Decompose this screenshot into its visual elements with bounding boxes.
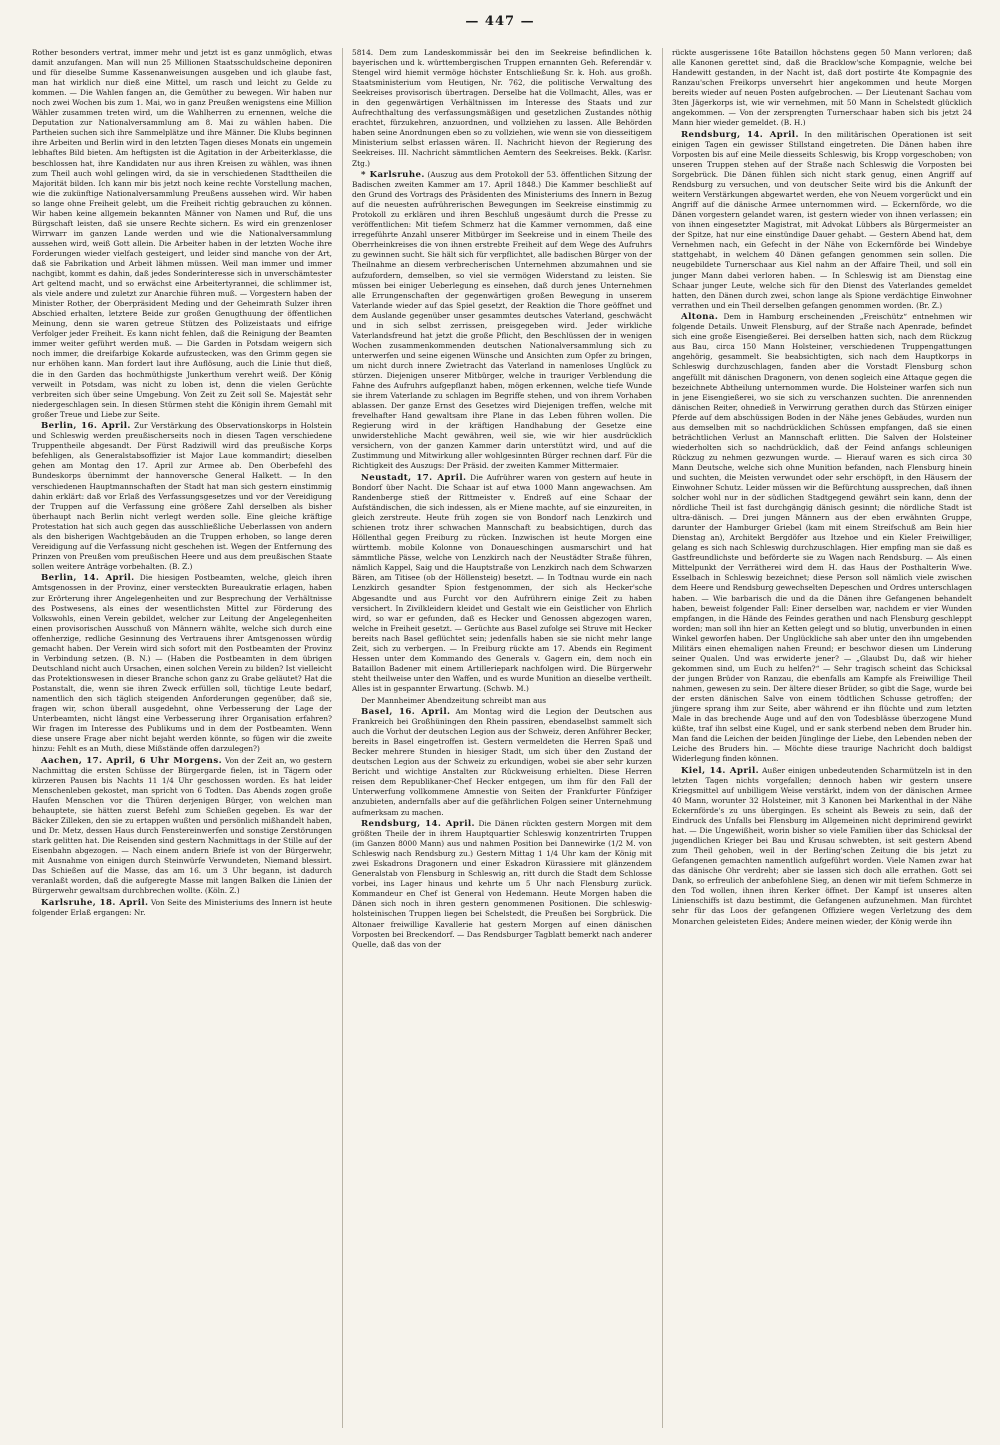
column-1	[32, 48, 332, 1428]
dateline: Aachen, 17. April, 6 Uhr Morgens.	[41, 755, 222, 766]
article-paragraph	[32, 573, 332, 754]
article-text: Rother besonders vertrat, immer mehr und jetzt ist es ganz unmöglich, etwas damit anzufangen. Man will nun 25 Millionen Staatsschuldscheine deponiren und für dieselbe Summe Kassenanweisungen ausgeben und ich glaube fast, man hat wirklich nur dieß eine Mittel, um rasch und leicht zu Gelde zu kommen. — Die Wahlen fangen an, die Gemüther zu bewegen. Wir haben nur noch zwei Wochen bis zum 1. Mai, wo in ganz Preußen wenigstens eine Million Wähler zusammen treten wird, um die Wahlherren zu ernennen, welche die Deputation zur Nationalversammlung am 8. Mai zu wählen haben. Die Partheien suchen sich ihre Sammelplätze und ihre Männer. Die Klubs beginnen ihre Arbeiten und Berlin wird in den letzten Tagen dieses Monats ein ungemein lebhaftes Bild bieten. Am heftigsten ist die Agitation in der Arbeiterklasse, die beschlossen hat, ihre Kandidaten nur aus ihren Kreisen zu wählen, was ihnen zum Theil auch wohl gelingen wird, da sie in verschiedenen Stadttheilen die Majorität bilden. Ich kann mir bis jetzt noch keine rechte Vorstellung machen, wie die zukünftige Nationalversammlung Preußens aussehen wird. Wir haben so lange ohne Freiheit gelebt, um die Freiheit richtig gebrauchen zu können. Wir haben keine allgemein bekannten Männer von Namen und Ruf, die uns Bürgschaft leisten, daß sie unsere Rechte sichern. Es wird ein grenzenloser Wirrwarr im ganzen Lande werden und wie die Nationalversammlung aussehen wird, weiß Gott allein. Die Arbeiter haben in der letzten Woche ihre Forderungen wieder vielfach gesteigert, und leider sind manche von der Art, daß sie Fabrikation und Arbeit lähmen müssen. Weil man immer und immer nachgibt, kommt es dahin, daß jedes Sonderinteresse sich in unverschämtester Art geltend macht, und so erwächst eine Arbeitertyrannei, die schlimmer ist, als viele andere und zuletzt zur Anarchie führen muß. — Vorgestern haben der Minister Rother, der Oberpräsident Meding und der Geheimrath Sulzer ihren Abschied erhalten, letztere Beide zur großen Genugthuung der öffentlichen Meinung, denn sie waren getreue Stützen des Polizeistaats und eifrige Verfolger jeder Freiheit. Es kann nicht fehlen, daß die Reinigung der Beamten immer weiter geführt werden muß. — Die Garden in Potsdam weigern sich noch immer, die dreifarbige Kokarde aufzustecken, was den Grimm gegen sie nur erhöhen kann. Man fordert laut ihre Auflösung, auch die Linie thut dieß, die in den Garden das hochmüthigste Junkerthum verehrt weiß. Der König verweilt in Potsdam, was nicht zu loben ist, denn die vielen Gerüchte verbreiten sich über seine Umgebung. Von Zeit zu Zeit soll Se. Majestät sehr niedergeschlagen sein. In diesen Stürmen steht die Königin ihrem Gemahl mit großer Treue und Liebe zur Seite.	[32, 48, 332, 419]
article-paragraph	[352, 473, 652, 694]
article-text: Zur Verstärkung des Observationskorps in Holstein und Schleswig werden preußischerseits noch in diesen Tagen verschiedene Truppentheile abgesandt. Der Fürst Radziwill wird das preußische Korps befehligen, als Generalstabsoffizier ist Major Laue kommandirt; dieselben gehen am Montag den 17. April zur Armee ab. Den Oberbefehl des Bundeskorps übernimmt der hannoversche General Halkett. — In den verschiedenen Hauptmannschaften der Stadt hat man sich gestern einstimmig dahin erklärt: daß vor Erlaß des Verfassungsgesetzes und vor der Vereidigung der Truppen auf die Verfassung eine größere Zahl derselben als bisher überhaupt nach Berlin nicht verlegt werden solle. Eine gleiche kräftige Protestation hat sich auch gegen das ausschließliche Ueberlassen von andern als den bisherigen Wachtgebäuden an die Truppen erhoben, so lange deren Vereidigung auf die Verfassung nicht geschehen ist. Wegen der Entfernung des Prinzen von Preußen vom preußischen Heere und aus dem preußischen Staate sollen weitere Anträge vorbehalten. (B. Z.)	[32, 421, 332, 571]
article-text: Dem in Hamburg erscheinenden „Freischütz“ entnehmen wir folgende Details. Unweit Flensburg, auf der Straße nach Apenrade, befindet sich eine große Eisengießerei. Bei derselben hatten sich, nach dem Rückzug aus Bau, circa 150 Mann Holsteiner, verschiedenen Truppengattungen angehörig, gesammelt. Sie beabsichtigten, sich nach dem Hauptkorps in Schleswig durchzuschlagen, fanden aber die Vorstadt Flensburg schon angefüllt mit dänischen Dragonern, von denen sogleich eine Attaque gegen die bezeichnete Abtheilung unternommen wurde. Die Holsteiner warfen sich nun in jene Eisengießerei, wo sie sich zu verschanzen suchten. Die anrennenden dänischen Reiter, ohnedieß in Verwirrung gerathen durch das Stürzen einiger Pferde auf dem abschüssigen Boden in der Nähe jenes Gebäudes, wurden nun aus demselben mit so nachdrücklichen Schüssen empfangen, daß sie einen beträchtlichen Verlust an Mannschaft erlitten. Die Salven der Holsteiner wiederholten sich so nachdrücklich, daß der Feind anfangs schleunigen Rückzug zu nehmen gezwungen wurde. — Hierauf waren es sich circa 30 Mann Deutsche, welche sich ohne Munition befanden, nach Flensburg hinein und suchten, die Meisten verwundet oder sehr erschöpft, in den Häusern der Einwohner Schutz. Leider müssen wir die Befürchtung aussprechen, daß ihnen solcher wohl nur in der südlichen Stadtgegend gewährt sein kann, denn der nördliche Theil ist fast durchgängig dänisch gesinnt; die nördliche Stadt ist ultra-dänisch. — Drei jungen Männern aus der eben erwähnten Gruppe, darunter der Hamburger Griebel (kam mit einem Streifschuß am Bein hier Dienstag an), Architekt Bergdöfer aus Itzehoe und ein Kieler Freiwilliger, gelang es sich nach Schleswig durchzuschlagen. Hier empfing man sie daß es Gastfreundlichste und beförderte sie zu Wagen nach Rendsburg. — Als einen Mittelpunkt der Verrätherei wird dem H. das Haus der Posthalterin Wwe. Esselbach in Schleswig bezeichnet; diese Person soll nämlich viele zwischen dem Heere und Rendsburg gewechselten Depeschen und Ordres unterschlagen haben. — Wie barbarisch die und da die Dänen ihre Gefangenen behandelt haben, beweist folgender Fall: Einer derselben war, nachdem er vier Wunden empfangen, in die Hände des Feindes gerathen und nach Flensburg geschleppt worden; man soll ihn hier an Ketten gelegt und so blutig, unverbunden in einen Winkel geworfen haben. Der Unglückliche sah aber unter den ihn umgebenden Militärs einen ehemaligen nahen Freund; er beschwor diesen um Linderung seiner Qualen. Und was erwiderte jener? — „Glaubst Du, daß wir hieher gekommen sind, um Euch zu helfen?“ — Sehr tragisch scheint das Schicksal der jungen Brüder von Ranzau, die ebenfalls am Kampfe als Freiwillige Theil nahmen, gewesen zu sein. Der ältere dieser Brüder, so gibt die Sage, wurde bei der ersten dänischen Salve von einem tödtlichen Schusse getroffen; der jüngere sprang ihm zur Seite, aber während er ihn flüchte und zum letzten Male in das brechende Auge und auf den von Todesblässe überzogene Mund küßte, traf ihn selbst eine Kugel, und er sank sterbend neben dem Bruder hin. Man fand die Leichen der beiden Jünglinge der Liebe, den Lebenden neben der Leiche des Bruders hin. — Möchte diese traurige Nachricht doch baldigst Widerlegung finden können.	[672, 312, 972, 764]
columns	[32, 48, 972, 1428]
article-text: Die hiesigen Postbeamten, welche, gleich ihren Amtsgenossen in der Provinz, einer versteckten Bureaukratie erlagen, haben zur Erörterung ihrer Angelegenheiten und zur Besprechung der Verhältnisse des Postwesens, als eines der wesentlichsten Mittel zur Förderung des Volkswohls, einen Verein gebildet, welcher zur Leitung der Angelegenheiten einen provisorischen Ausschuß von Männern wählte, welche sich durch eine offenherzige, redliche Gesinnung des Vertrauens ihrer Amtsgenossen würdig gemacht haben. Der Verein wird sich sofort mit den Postbeamten der Provinz in Verbindung setzen. (B. N.) — (Haben die Postbeamten in dem übrigen Deutschland nicht auch Ursachen, einen solchen Verein zu bilden? Ist vielleicht das Protektionswesen in dieser Branche schon ganz zu Grabe geläutet? Hat die Postanstalt, die, wenn sie ihren Zweck erfüllen soll, tüchtige Leute bedarf, namentlich den sich täglich steigenden Anforderungen gegenüber, daß sie, fragen wir, schon überall ausgedehnt, ohne Verbesserung der Lage der Unterbeamten, nicht längst eine Verbesserung ihrer Organisation erfahren? Wir fragen im Interesse des Publikums und in dem der Postbeamten. Wenn diese unsere Frage aber nicht bejaht werden könnte, so fügen wir die zweite hinzu: Fehlt es an Muth, diese Mißstände offen darzulegen?)	[32, 573, 332, 754]
article-paragraph	[352, 48, 652, 169]
dateline: Rendsburg, 14. April.	[681, 129, 799, 140]
article-text: Von Seite des Ministeriums des Innern ist heute folgender Erlaß ergangen: Nr.	[32, 897, 332, 917]
article-text: Die Aufrührer waren von gestern auf heute in Bondorf über Nacht. Die Schaar ist auf etwa 1000 Mann angewachsen. Am Randenberge stieß der Rittmeister v. Endreß auf eine Schaar der Aufständischen, die sich indessen, als er Miene machte, auf sie einzureiten, in gleich zerstreute. Heute früh zogen sie von Bondorf nach Lenzkirch und schienen trotz ihrer schwachen Mannschaft zu beabsichtigen, durch das Höllenthal gegen Freiburg zu rücken. Inzwischen ist heute Morgen eine württemb. mobile Kolonne von Donaueschingen ausmarschirt und hat sämmtliche Pässe, welche von Lenzkirch nach der Neustädter Straße führen, nämlich Kappel, Saig und die Hauptstraße von Lenzkirch nach dem Schwarzen Bären, am Titisee (ob der Höllensteig) besetzt. — In Todtnau wurde ein nach Lenzkirch gesandter Spion festgenommen, der sich als Hecker'sche Abgesandte und aus Furcht vor den Aufrührern einige Zeit zu haben versichert. In Zivilkleidern kleidet und Gestalt wie ein Geistlicher von Ehrlich wird, so war er gefunden, daß es Hecker und Genossen abgezogen waren, welche in Freiheit gesetzt. — Gerüchte aus Basel zufolge sei Struve mit Hecker bereits nach Basel geflüchtet sein; jedenfalls haben sie sie nicht mehr lange Zeit, sich zu verbergen. — In Freiburg rückte am 17. Abends ein Regiment Hessen unter dem Kommando des Generals v. Gagern ein, dem noch ein Bataillon Badener mit einem Artilleriepark nachfolgen wird. Die Bürgerwehr steht theilweise unter den Waffen, und es wurde Munition an dieselbe vertheilt. Alles ist in gespannter Erwartung. (Schwb. M.)	[352, 472, 652, 693]
article-paragraph	[32, 48, 332, 420]
page-number: — 447 —	[465, 14, 535, 29]
dateline: Berlin, 14. April.	[41, 573, 135, 584]
article-paragraph	[352, 696, 652, 706]
dateline: Berlin, 16. April.	[41, 421, 131, 432]
article-paragraph	[352, 170, 652, 471]
article-text: 5814. Dem zum Landeskommissär bei den im Seekreise befindlichen k. bayerischen und k. württembergischen Truppen ernannten Geh. Referendär v. Stengel wird hiemit vermöge höchster Entschließung Sr. k. Hoh. aus großh. Staatsministerium vom Heutigen, Nr. 762, die politische Verwaltung des Seekreises provisorisch übertragen. Derselbe hat die Vollmacht, Alles, was er in den gegenwärtigen Verhältnissen im Interesse des Staats und zur Aufrechthaltung des verfassungsmäßigen und gesetzlichen Zustandes nöthig erachtet, fürzukehren, anzuordnen, und vollziehen zu lassen. Alle Behörden haben seine Anordnungen eben so zu vollziehen, wie wenn sie von diesseitigem Ministerium selbst erlassen wären. II. Nachricht hievon der Regierung des Seekreises. III. Nachricht sämmtlichen Aemtern des Seekreises. Bekk. (Karlsr. Ztg.)	[352, 48, 652, 168]
article-text: Von der Zeit an, wo gestern Nachmittag die ersten Schüsse der Bürgergarde fielen, ist in Tägern oder kürzeren Pausen bis Nachts 11 1/4 Uhr geschossen worden. Es hat leider Menschenleben gekostet, man spricht von 6 Todten. Das Abends zogen große Haufen Menschen vor die Thüren derjenigen Bürger, von welchen man behauptete, sie hätten zuerst Befehl zum Schießen gegeben. Es war der Bäcker Zilleken, den sie zu ertappen wußten und persönlich mißhandelt haben, und Dr. Metz, dessen Haus durch Fenstereinwerfen und sonstige Zerstörungen stark gelitten hat. Die Reisenden sind gestern Nachmittags in der Stille auf der Eisenbahn abgezogen. — Nach einem andern Briefe ist von der Bürgerwehr, mit Ausnahme von einigen durch Steinwürfe Verwundeten, Niemand blessirt. Das Schießen auf die Masse, das am 16. um 3 Uhr begann, ist dadurch veranlaßt worden, daß die aufgeregte Masse mit langen Balken die Linien der Bürgerwehr gewaltsam durchbrechen wollte. (Köln. Z.)	[32, 755, 332, 896]
column-2	[342, 48, 652, 1428]
article-paragraph	[672, 312, 972, 764]
article-paragraph	[672, 48, 972, 128]
article-paragraph	[32, 898, 332, 918]
dateline: * Karlsruhe.	[361, 170, 425, 181]
article-text: Am Montag wird die Legion der Deutschen aus Frankreich bei Großhüningen den Rhein passiren, ebendaselbst sammelt sich auch die Vorhut der deutschen Legion aus der Schweiz, deren Anführer Becker, bereits in Basel eingetroffen ist. Gestern vermeldeten die Herren Spaß und Becker mehrere Stunden in hiesiger Stadt, um sich über den Zustand der deutschen Legion aus der Schweiz zu erkundigen, wobei sie aber sehr kurzen Bericht und wichtige Anstalten zur Rückweisung erhielten. Diese Herren reisen dem Republikaner-Chef Hecker entgegen, um ihm für den Fall der Unterwerfung vollkommene Amnestie von Seiten der Frankfurter Fünfziger anzubieten, andernfalls aber auf die gefährlichen Folgen seiner Unternehmung aufmerksam zu machen.	[352, 707, 652, 817]
article-text: rückte ausgerissene 16te Bataillon höchstens gegen 50 Mann verloren; daß alle Kanonen gerettet sind, daß die Bracklow'sche Kompagnie, welche bei Handewitt gestanden, in der Nacht ist, daß dort postirte 4te Kompagnie des Ranzau'schen Freikorps unversehrt hier angekommen und heute Morgen bereits wieder auf neuen Posten aufgebrochen. — Der Lieutenant Sachau vom 3ten Jägerkorps ist, wie wir vernehmen, mit 50 Mann in Schelstedt glücklich angekommen. — Von der zersprengten Turnerschaar haben sich bis jetzt 24 Mann hier wieder gemeldet. (B. H.)	[672, 48, 972, 128]
article-paragraph	[672, 130, 972, 311]
article-paragraph	[32, 421, 332, 572]
article-paragraph	[352, 707, 652, 818]
article-text: Der Mannheimer Abendzeitung schreibt man aus	[361, 695, 547, 705]
dateline: Rendsburg, 14. April.	[361, 819, 475, 830]
article-text: Außer einigen unbedeutenden Scharmützeln ist in den letzten Tagen nichts vorgefallen; dennoch haben wir gestern unsere Kriegsmittel auf unbilligem Weise verstärkt, indem von der dänischen Armee 40 Mann, worunter 32 Holsteiner, mit 3 Kanonen bei Markenthal in der Nähe Eckernförde's zu uns übergingen. Es scheint als Beweis zu sein, daß der Eindruck des Unfalls bei Flensburg im Allgemeinen nicht deprimirend gewirkt hat. — Die Ungewißheit, worin bisher so viele Familien über das Schicksal der jugendlichen Krieger bei Bau und Krusau schwebten, ist seit gestern Abend zum Theil gehoben, weil in der Berling'schen Zeitung die bis jetzt zu Gefangenen gemachten namentlich aufgeführt worden. Viele Namen zwar hat das dänische Ohr verdreht; aber sie lassen sich doch alle errathen. Gott sei Dank, so erfreulich der anbefohlene Sieg, an denen wir mit tiefem Schmerze in den Tod wollen, ihnen ihren Kerker öffnet. Der Kampf ist unseres alten Linienschiffs ist dazu bestimmt, die Gefangenen aufzunehmen. Man fürchtet sehr für das Loos der gefangenen Offiziere wegen Verletzung des dem Monarchen geleisteten Eides; Andere meinen wieder, der König werde ihn	[672, 765, 972, 926]
article-text: Die Dänen rückten gestern Morgen mit dem größten Theile der in ihrem Hauptquartier Schleswig konzentrirten Truppen (im Ganzen 8000 Mann) aus und nahmen Position bei Dannewirke (1/2 M. von Schleswig nach Rendsburg zu.) Gestern Mittag 1 1/4 Uhr kam der König mit zwei Eskadrons Dragonern und einer Eskadron Kürassiere mit glänzendem Generalstab von Flensburg in Schleswig an, ritt durch die Stadt dem Schlosse vorbei, ins Lager hinaus und kehrte um 5 Uhr nach Flensburg zurück. Kommandeur en Chef ist General von Hedemann. Heute Morgen haben die Dänen sich noch in ihren gestern genommenen Positionen. Die schleswig-holsteinischen Truppen liegen bei Schelstedt, die Preußen bei Sorgbrück. Die Altonaer freiwillige Kavallerie hat gestern Morgen auf einen dänischen Vorposten bei Breckendorf. — Das Rendsburger Tagblatt bemerkt nach anderer Quelle, daß das von der	[352, 819, 652, 949]
article-paragraph	[352, 819, 652, 950]
article-paragraph	[672, 766, 972, 927]
article-text: (Auszug aus dem Protokoll der 53. öffentlichen Sitzung der Badischen zweiten Kammer am 17. April 1848.) Die Kammer beschließt auf den Grund des Vortrags des Präsidenten des Ministeriums des Innern in Bezug auf die neuesten aufrührerischen Bewegungen im Seekreise einstimmig zu Protokoll zu erklären und ihren Beschluß ungesäumt durch die Presse zu veröffentlichen: Mit tiefem Schmerz hat die Kammer vernommen, daß eine irregeführte Anzahl unserer Mitbürger im Seekreise und in einem Theile des Oberrheinkreises die von ihnen erstrebte Freiheit auf dem Wege des Aufruhrs zu gewinnen sucht. Sie hält sich für verpflichtet, alle badischen Bürger von der Theilnahme an diesem verbrecherischen Unternehmen abzumahnen und sie aufzufordern, demselben, so viel sie vermögen Widerstand zu leisten. Sie müssen bei einiger Ueberlegung es einsehen, daß durch jenes Unternehmen alle Errungenschaften der gegenwärtigen großen Bewegung in unserem Vaterlande wieder auf das Spiel gesetzt, der Reaktion die Thore geöffnet und dem Auslande gegenüber unser gesammtes deutsches Vaterland, geschwächt und in sich selbst zerrissen, preisgegeben wird. Jeder wirkliche Vaterlandsfreund hat jetzt die große Pflicht, den Beschlüssen der in wenigen Wochen zusammenkommenden deutschen Nationalversammlung sich zu unterwerfen und seine eigenen Wünsche und Ansichten zum Opfer zu bringen, um nicht durch innere Zwietracht das Vaterland in namenloses Unglück zu stürzen. Diejenigen unserer Mitbürger, welche in trauriger Verblendung die Fahne des Aufruhrs aufgepflanzt haben, mögen erkennen, welche tiefe Wunde sie ihrem Vaterlande zu schlagen im Begriffe stehen, und von ihrem Vorhaben ablassen. Der ganze Ernst des Gesetzes wird Diejenigen treffen, welche mit frevelhafter Hand gewaltsam ihre Plane in das Leben führen wollen. Die Regierung wird in der kräftigen Handhabung der Gesetze eine unwiderstehliche Macht gewähren, weil sie, wie wir hier ausdrücklich versichern, von der ganzen Kammer darin unterstützt wird, und auf die Zustimmung und Mitwirkung aller wohlgesinnten Bürger rechnen darf. Für die Richtigkeit des Auszugs: Der Präsid. der zweiten Kammer Mittermaier.	[352, 170, 652, 471]
dateline: Basel, 16. April.	[361, 707, 451, 718]
dateline: Altona.	[681, 312, 719, 323]
article-paragraph	[32, 756, 332, 897]
article-text: In den militärischen Operationen ist seit einigen Tagen ein gewisser Stillstand eingetreten. Die Dänen haben ihre Vorposten bis auf eine Meile diesseits Schleswig, bis Kropp vorgeschoben; von unseren Truppen stehen auf der Straße nach Schleswig die Vorposten bei Sorgebrück. Die Dänen fühlen sich nicht stark genug, einen Angriff auf Rendsburg zu versuchen, und von deutscher Seite wird bis die Ankunft der weitern Verstärkungen abgewartet werden, ehe von Neuem vorgerückt und ein Angriff auf die dänische Armee unternommen wird. — Eckernförde, wo die Dänen vorgestern gelandet waren, ist gestern wieder von ihnen verlassen; ein von ihnen eingesetzter Magistrat, mit Advokat Lübbers als Bürgermeister an der Spitze, hat nur eine einstündige Dauer gehabt. — Gestern Abend hat, dem Vernehmen nach, ein Gefecht in der Nähe von Eckernförde bei Windebye stattgehabt, in welchem 40 Dänen gefangen genommen sein sollen. Die neugebildete Turnerschaar aus Kiel nahm an der Affaire Theil, und soll ein junger Mann dabei verloren haben. — In Schleswig ist am Dienstag eine Schaar junger Leute, welche sich für den Dienst des Vaterlandes gemeldet hatten, den Dänen durch zwei, schon lange als Spione verdächtige Einwohner verrathen und ein Theil derselben gefangen genommen worden. (Br. Z.)	[672, 129, 972, 310]
column-3	[662, 48, 972, 1428]
dateline: Kiel, 14. April.	[681, 765, 760, 776]
dateline: Neustadt, 17. April.	[361, 472, 467, 483]
dateline: Karlsruhe, 18. April.	[41, 897, 149, 908]
